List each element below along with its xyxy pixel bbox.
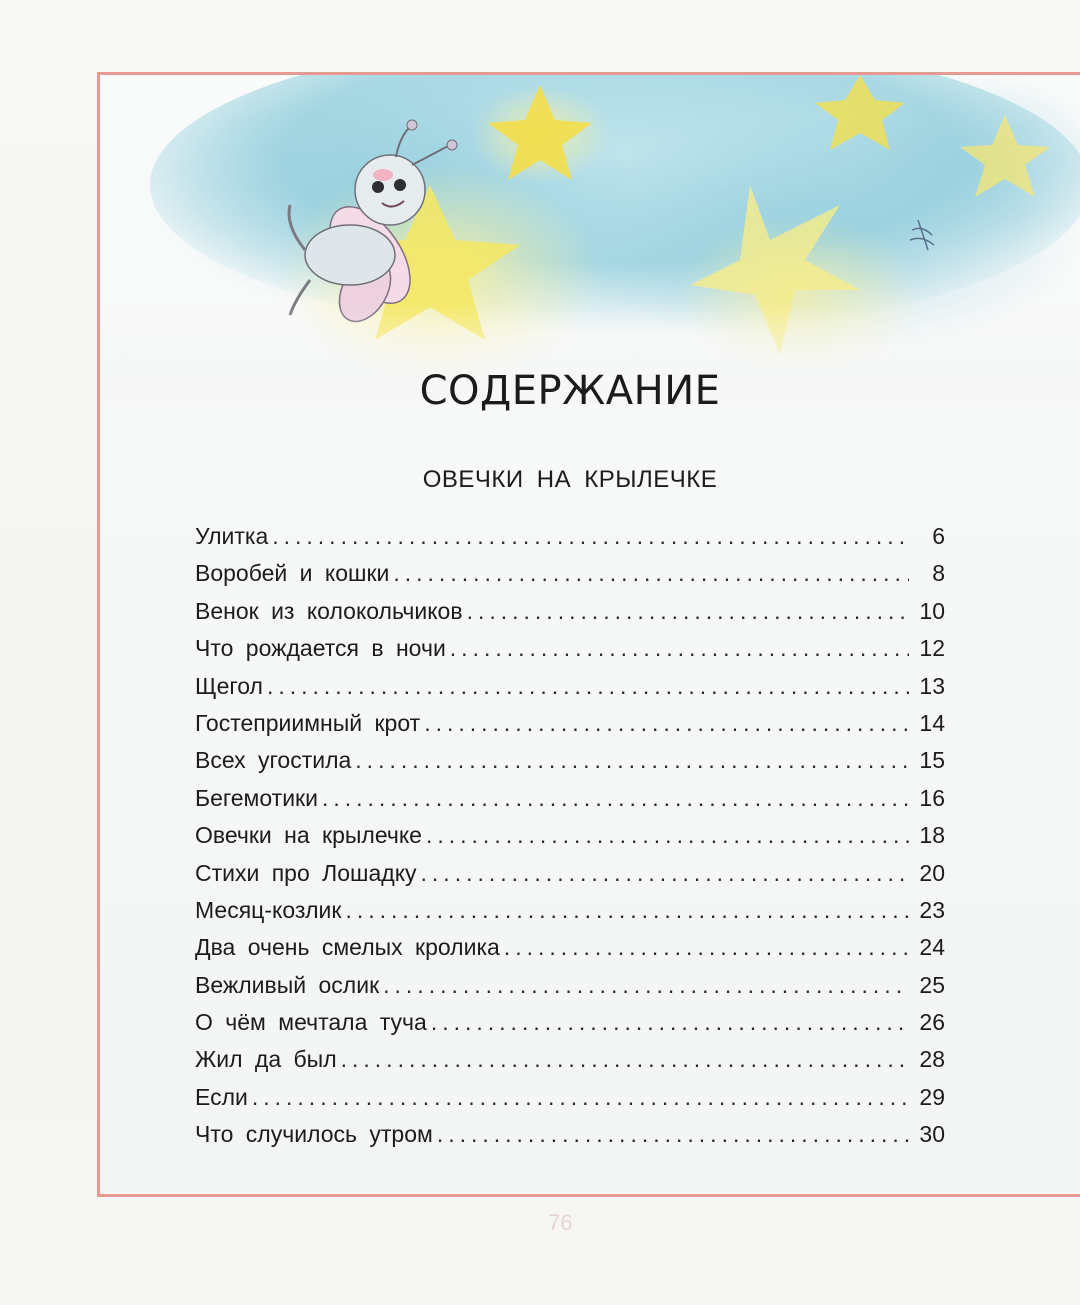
toc-entry-title: Щегол xyxy=(195,672,263,699)
toc-entry xyxy=(195,857,945,894)
toc-leader-dots xyxy=(426,819,909,852)
toc-entry-page: 14 xyxy=(919,709,945,736)
section-title: ОВЕЧКИ НА КРЫЛЕЧКЕ xyxy=(422,466,718,493)
toc-entry-title: Гостеприимный крот xyxy=(195,709,421,736)
toc-leader-dots xyxy=(467,595,909,628)
toc-entry xyxy=(195,819,945,856)
toc-leader-dots xyxy=(272,520,909,553)
toc-entry-page: 30 xyxy=(919,1121,945,1148)
toc-leader-dots xyxy=(345,894,909,927)
toc-entry xyxy=(195,557,945,594)
toc-entry-page: 6 xyxy=(932,523,945,549)
toc-entry xyxy=(195,744,945,781)
toc-entry xyxy=(195,632,945,669)
toc-entry-page: 18 xyxy=(919,822,945,849)
toc-entry-title: Жил да был xyxy=(195,1046,337,1073)
toc-entry-page: 16 xyxy=(919,784,945,811)
toc-entry-page: 12 xyxy=(919,635,945,662)
toc-entry xyxy=(195,782,945,819)
toc-entry xyxy=(195,969,945,1006)
toc-entry-page: 29 xyxy=(919,1083,945,1110)
toc-entry-title: Всех угостила xyxy=(195,747,352,774)
toc-entry xyxy=(195,1043,945,1080)
watercolor-illustration xyxy=(100,75,1080,405)
toc-entry-title: Что рождается в ночи xyxy=(195,635,446,662)
toc-entry-title: Воробей и кошки xyxy=(195,560,390,587)
toc-entry-page: 8 xyxy=(932,560,945,587)
toc-entry-title: Два очень смелых кролика xyxy=(195,934,500,961)
toc-leader-dots xyxy=(450,632,909,665)
toc-entry-title: О чём мечтала туча xyxy=(195,1009,427,1036)
toc-leader-dots xyxy=(252,1081,909,1114)
toc-leader-dots xyxy=(322,782,909,815)
toc-entry-title: Месяц-козлик xyxy=(195,896,342,923)
toc-leader-dots xyxy=(393,557,909,590)
toc-entry-page: 24 xyxy=(919,934,945,961)
toc-entry-page: 28 xyxy=(919,1046,945,1073)
toc-leader-dots xyxy=(421,857,909,890)
toc-entry-page: 10 xyxy=(919,597,945,624)
toc-leader-dots xyxy=(383,969,909,1002)
toc-leader-dots xyxy=(267,670,909,703)
toc-entry xyxy=(195,1118,945,1155)
toc-entry-title: Если xyxy=(195,1083,248,1110)
toc-entry-title: Стихи про Лошадку xyxy=(195,859,417,886)
toc-entry-page: 20 xyxy=(919,859,945,886)
toc-entry-title: Вежливый ослик xyxy=(195,971,380,998)
toc-leader-dots xyxy=(341,1043,909,1076)
toc-entry xyxy=(195,894,945,931)
page-title: СОДЕРЖАНИЕ xyxy=(419,368,721,414)
toc-entry xyxy=(195,1081,945,1118)
table-of-contents xyxy=(195,520,945,1156)
toc-entry-title: Бегемотики xyxy=(195,784,318,811)
page-number: 76 xyxy=(548,1210,573,1235)
toc-entry-title: Улитка xyxy=(195,523,269,549)
toc-entry-title: Овечки на крылечке xyxy=(195,822,422,849)
toc-entry xyxy=(195,707,945,744)
toc-leader-dots xyxy=(424,707,909,740)
toc-entry xyxy=(195,670,945,707)
toc-entry xyxy=(195,931,945,968)
toc-entry-title: Что случилось утром xyxy=(195,1121,433,1148)
toc-entry-page: 25 xyxy=(919,971,945,998)
toc-entry-page: 13 xyxy=(919,672,945,699)
toc-entry xyxy=(195,595,945,632)
toc-entry-title: Венок из колокольчиков xyxy=(195,597,463,624)
toc-leader-dots xyxy=(437,1118,909,1151)
toc-leader-dots xyxy=(431,1006,909,1039)
toc-entry-page: 15 xyxy=(919,747,945,774)
toc-entry-page: 26 xyxy=(919,1009,945,1036)
toc-entry xyxy=(195,520,945,557)
toc-leader-dots xyxy=(504,931,909,964)
toc-entry-page: 23 xyxy=(919,896,945,923)
toc-entry xyxy=(195,1006,945,1043)
toc-leader-dots xyxy=(355,744,909,777)
